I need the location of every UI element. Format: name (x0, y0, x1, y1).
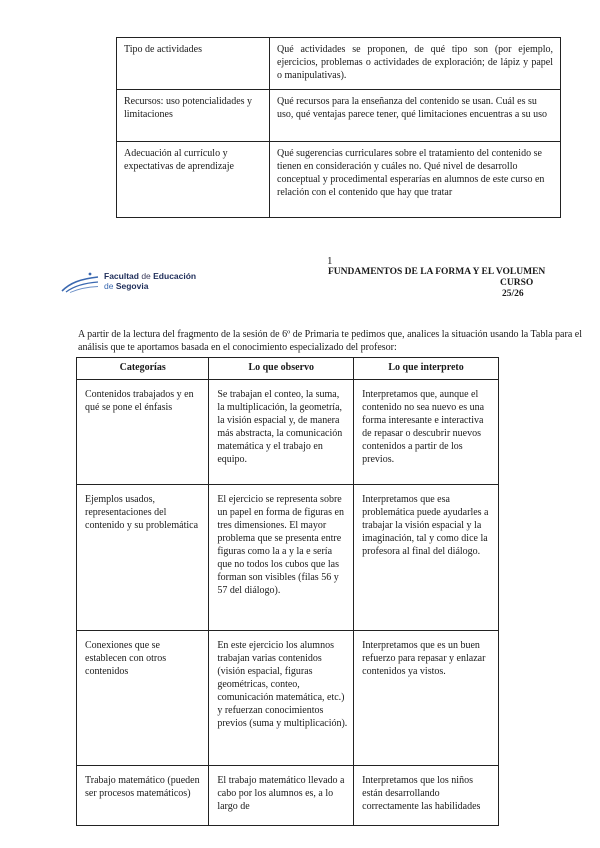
page-number: 1 (327, 255, 333, 267)
analysis-table (76, 357, 499, 826)
criteria-description: Qué actividades se proponen, de qué tipo son (por ejemplo, ejercicios, problemas o actividades de exploración; de lápiz y papel o manipulativas). (270, 38, 561, 90)
category-cell: Conexiones que se establecen con otros contenidos (77, 631, 209, 766)
table-row (77, 485, 499, 631)
category-cell: Trabajo matemático (pueden ser procesos matemáticos) (77, 766, 209, 826)
criteria-label: Tipo de actividades (117, 38, 270, 90)
course-label: CURSO (500, 278, 534, 288)
criteria-label: Recursos: uso potencialidades y limitaciones (117, 90, 270, 142)
interpret-cell: Interpretamos que, aunque el contenido no sea nuevo es una forma interesante e interactiva de repasar o descubrir nuevos contenidos a partir de los previos. (354, 380, 499, 485)
criteria-table (116, 37, 561, 218)
column-header-observe: Lo que observo (209, 358, 354, 380)
logo-line-1: Facultad de Educación (104, 271, 197, 281)
table-row (77, 766, 499, 826)
interpret-cell: Interpretamos que es un buen refuerzo para repasar y enlazar contenidos ya vistos. (354, 631, 499, 766)
interpret-cell: Interpretamos que esa problemática puede ayudarles a trabajar la visión espacial y la imaginación, tal y como dice la profesora al final del diálogo. (354, 485, 499, 631)
criteria-description: Qué sugerencias curriculares sobre el tratamiento del contenido se tienen en consideración y cuáles no. Qué nivel de desarrollo conceptual y procedimental esperarías en alumnos de este curso en relación con el contenido que hay que tratar (270, 142, 561, 218)
table-row (117, 38, 561, 90)
logo-line-2: de Segovia (104, 281, 149, 291)
table-row (77, 631, 499, 766)
table-row (77, 380, 499, 485)
observe-cell: El trabajo matemático llevado a cabo por los alumnos es, a lo largo de (209, 766, 354, 826)
course-title (328, 267, 573, 300)
course-year: 25/26 (502, 289, 524, 299)
category-cell: Ejemplos usados, representaciones del contenido y su problemática (77, 485, 209, 631)
logo-mark-icon (60, 271, 100, 293)
criteria-description: Qué recursos para la enseñanza del contenido se usan. Cuál es su uso, qué ventajas parece tener, qué limitaciones encuentras a su uso (270, 90, 561, 142)
column-header-interpret: Lo que interpreto (354, 358, 499, 380)
table-row (117, 90, 561, 142)
observe-cell: Se trabajan el conteo, la suma, la multiplicación, la geometría, la visión espacial y, de manera más abstracta, la comunicación matemática y el trabajo en equipo. (209, 380, 354, 485)
criteria-label: Adecuación al currículo y expectativas de aprendizaje (117, 142, 270, 218)
category-cell: Contenidos trabajados y en qué se pone el énfasis (77, 380, 209, 485)
interpret-cell: Interpretamos que los niños están desarrollando correctamente las habilidades (354, 766, 499, 826)
observe-cell: En este ejercicio los alumnos trabajan varias contenidos (visión espacial, figuras geométricas, conteo, comunicación matemática, etc.) y refuerzan conocimientos previos (suma y multiplicación). (209, 631, 354, 766)
column-header-categories: Categorías (77, 358, 209, 380)
intro-paragraph: A partir de la lectura del fragmento de la sesión de 6º de Primaria te pedimos que, analices la situación usando la Tabla para el análisis que te aportamos basada en el conocimiento especializado del profesor: (78, 329, 582, 353)
course-title-line: FUNDAMENTOS DE LA FORMA Y EL VOLUMEN (328, 267, 546, 277)
observe-cell: El ejercicio se representa sobre un papel en forma de figuras en tres dimensiones. El mayor problema que se presenta entre figuras como la a y la e sería que no todos los cubos que las forman son visibles (filas 56 y 57 del diálogo). (209, 485, 354, 631)
faculty-logo (60, 269, 200, 295)
table-row (117, 142, 561, 218)
table-header-row (77, 358, 499, 380)
